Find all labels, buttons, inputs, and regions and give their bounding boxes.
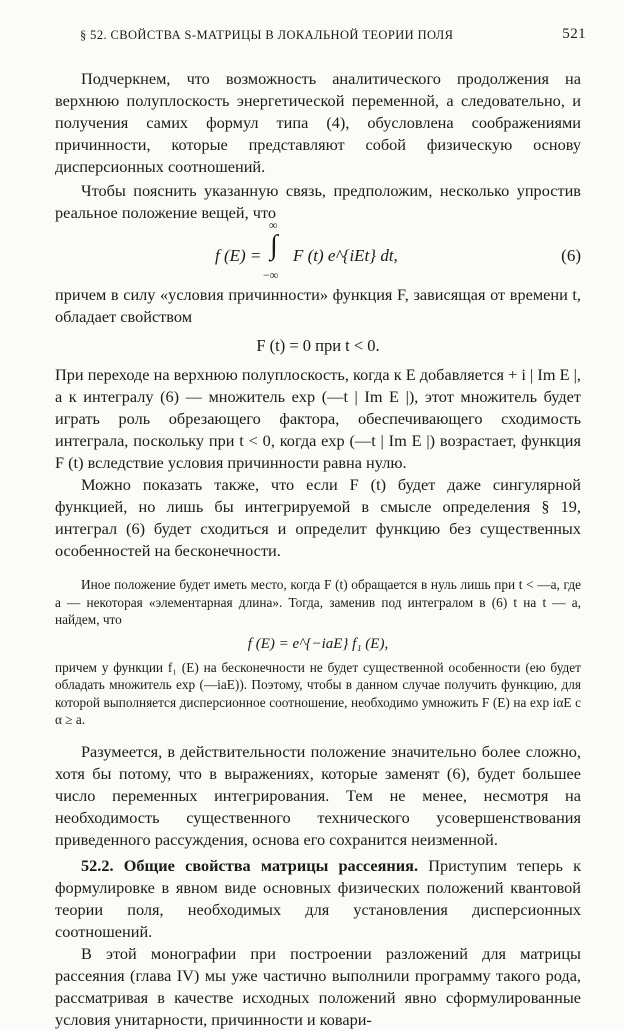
paragraph-2: Чтобы пояснить указанную связь, предположим, несколько упростив реальное положение вещей, что (55, 181, 581, 222)
paragraph-7: Приступим теперь к формулировке в явном виде основных физических положений квантовой теории поля, необходимых для установления дисперсионных соотношений. (55, 855, 581, 941)
section-heading: 52.2. Общие свойства матрицы рассеяния. (81, 855, 419, 875)
paragraph-3: причем в силу «условия причинности» функция F, зависящая от времени t, обладает свойством (55, 285, 581, 326)
paragraph-6: Разумеется, в действительности положение значительно более сложно, хотя бы потому, что в выражениях, которые заменят (6), будет большее число переменных интегрирования. Тем не менее, несмотря на необходимость существенного технического усовершенствования приведенного рассуждения, основа его сохранится неизменной. (55, 741, 581, 849)
running-title: § 52. СВОЙСТВА S-МАТРИЦЫ В ЛОКАЛЬНОЙ ТЕОРИИ ПОЛЯ (80, 28, 454, 42)
eq6-upper-limit: ∞ (269, 218, 278, 232)
eq6-lhs: f (E) = (215, 246, 262, 265)
note-equation: f (E) = e^{−iaE} f₁ (E), (247, 635, 389, 652)
note-paragraph-1: Иное положение будет иметь место, когда F (t) обращается в нуль лишь при t < —a, где a — некоторая «элементарная длина». Тогда, заменив под интегралом в (6) t на t — a, найдем, что (55, 577, 581, 627)
eq6-rhs: F (t) e^{iEt} dt, (293, 246, 398, 265)
equation-6 (55, 218, 581, 284)
eq6-number: (6) (561, 246, 581, 265)
section-paragraph (55, 855, 581, 943)
integral-sign: ∫ (270, 230, 278, 261)
paragraph-5: Можно показать также, что если F (t) будет даже сингулярной функцией, но лишь бы интегрируемой в смысле определения § 19, интеграл (6) будет сходиться и определит функцию без существенных особенностей на бесконечности. (55, 475, 581, 560)
page-number: 521 (562, 26, 586, 42)
causality-condition: F (t) = 0 при t < 0. (256, 336, 380, 355)
paragraph-8: В этой монографии при построении разложений для матрицы рассеяния (глава IV) мы уже частично выполнили программу такого рода, рассматривая в качестве исходных положений явно сформулированные условия унитарности, причинности и ковари- (55, 943, 581, 1029)
small-print-note (55, 576, 581, 729)
paragraph-4: При переходе на верхнюю полуплоскость, когда к E добавляется + i | Im E |, а к интегралу (6) — множитель exp (—t | Im E |), этот множитель будет играть роль обрезающего фактора, обеспечивающего сходимость интеграла, поскольку при t < 0, когда exp (—t | Im E |) возрастает, функция F (t) вследствие условия причинности равна нулю. (55, 365, 581, 472)
eq6-lower-limit: −∞ (263, 268, 279, 282)
note-paragraph-2: причем у функции f₁ (E) на бесконечности не будет существенной особенности (ею будет обладать множитель exp (—iaE)). Поэтому, чтобы в данном случае получить функцию, для которой выполняется дисперсионное соотношение, необходимо умножить F (E) на exp iαE c α ≥ a. (55, 659, 581, 727)
paragraph-1: Подчеркнем, что возможность аналитического продолжения на верхнюю полуплоскость энергетической переменной, а следовательно, и получения самих формул типа (4), обусловлена соображениями причинности, которые представляют собой физическую основу дисперсионных соотношений. (55, 69, 581, 176)
page-body (55, 68, 581, 1031)
